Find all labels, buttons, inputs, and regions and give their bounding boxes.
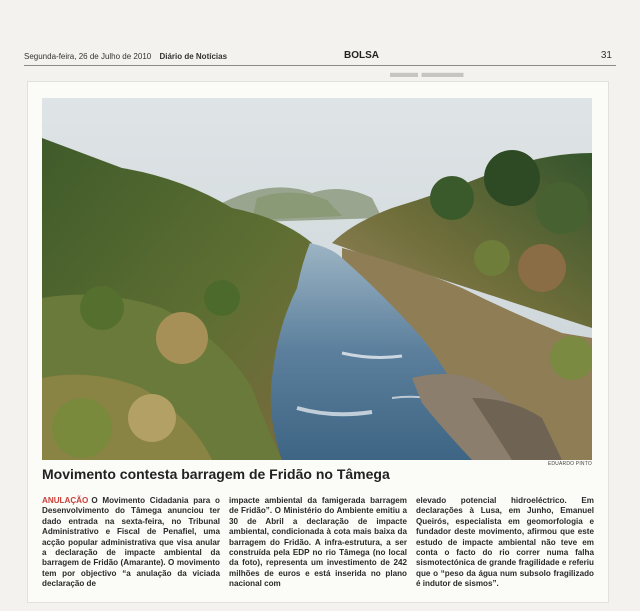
show-through-texture: ▬▬ ▬▬▬ <box>390 66 464 81</box>
article-photo <box>42 98 592 460</box>
photo-credit: EDUARDO PINTO <box>547 461 592 467</box>
page-header <box>24 50 616 64</box>
newspaper-name: Diário de Notícias <box>159 52 228 61</box>
header-rule <box>24 65 616 66</box>
article-headline: Movimento contesta barragem de Fridão no Tâmega <box>42 466 390 482</box>
article-kicker: ANULAÇÃO <box>42 496 89 505</box>
article-column-2: impacte ambiental da famigerada barragem de Fridão”. O Ministério do Ambiente emitiu a 30 de Abril a declaração de impacte ambiental, condicionada à cota mais baixa da barragem do Fridão. A infra-estrutura, a ser construída pela EDP no rio Tâmega (no local da foto), representa um investimento de 242 milhões de euros e está inserida no plano nacional com <box>229 496 407 589</box>
page-date-line <box>24 52 227 61</box>
page-number: 31 <box>600 50 612 61</box>
article-column-3: elevado potencial hidroeléctrico. Em declarações à Lusa, em Junho, Emanuel Queirós, especialista em geomorfologia e fundador deste movimento, afirmou que este estudo de impacte ambiental não teve em conta o facto do rio correr numa falha sismotectónica de grande fragilidade e referiu que o “peso da água num subsolo fragilizado é indutor de sismos”. <box>416 496 594 589</box>
article-column-1 <box>42 496 220 590</box>
river-valley-photo <box>42 98 592 460</box>
article-body <box>42 496 594 588</box>
section-name: BOLSA <box>344 50 379 61</box>
page-date: Segunda-feira, 26 de Julho de 2010 <box>24 52 152 61</box>
article-column-1-text: O Movimento Cidadania para o Desenvolvimento do Tâmega anunciou ter dado entrada na sexta-feira, no Tribunal Administrativo e Fiscal de Penafiel, uma acção popular administrativa que visa anular a declaração de impacte ambiental da barragem de Fridão (Amarante). O movimento tem por objectivo “a anulação da viciada declaração de <box>42 496 220 589</box>
